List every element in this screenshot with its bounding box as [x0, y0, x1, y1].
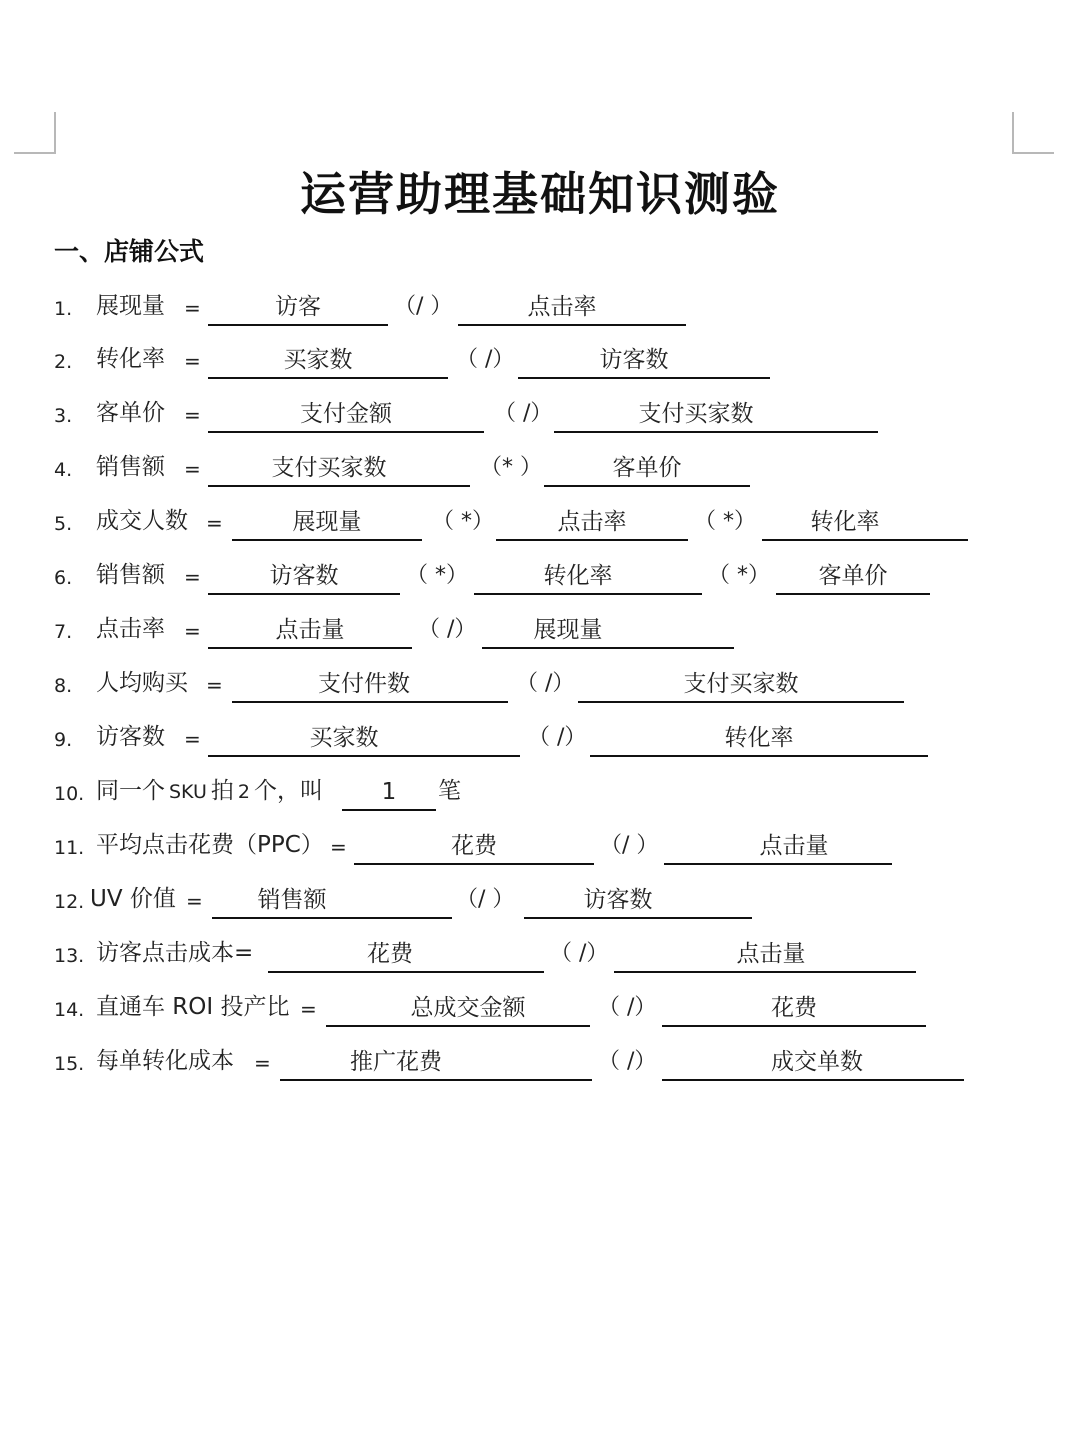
crop-mark-top-right: [1012, 112, 1054, 154]
operator: （ *）: [432, 509, 494, 534]
question-number: 14.: [54, 999, 85, 1021]
answer-blank[interactable]: [208, 290, 388, 326]
question-number: 7.: [54, 621, 73, 643]
question-label: UV 价值: [90, 886, 176, 912]
label-part: 2: [237, 781, 251, 803]
operator: （/ ）: [600, 833, 659, 858]
question-number: 13.: [54, 945, 85, 967]
answer-text: 花费: [451, 833, 497, 859]
label-part: 个，叫: [254, 778, 324, 804]
answer-text: 花费: [367, 941, 413, 967]
equals-sign: =: [184, 619, 201, 643]
question-row: [54, 1041, 1014, 1081]
question-row: [54, 339, 1014, 379]
operator: （ /）: [528, 725, 587, 750]
question-row: [54, 663, 1014, 703]
equals-sign: =: [300, 997, 317, 1021]
answer-blank[interactable]: [208, 343, 448, 379]
answer-blank[interactable]: [590, 721, 928, 757]
answer-blank[interactable]: [474, 559, 702, 595]
answer-text: 推广花费: [350, 1049, 442, 1075]
answer-text: 点击量: [736, 941, 806, 967]
equals-sign: =: [206, 673, 223, 697]
equals-sign: =: [184, 403, 201, 427]
answer-text: 支付买家数: [271, 455, 387, 481]
operator: （ /）: [550, 941, 609, 966]
operator: （/ ）: [394, 294, 453, 319]
answer-text: 销售额: [257, 887, 327, 913]
question-row: [54, 609, 1014, 649]
answer-text: 点击率: [557, 509, 627, 535]
answer-blank[interactable]: [326, 991, 590, 1027]
question-label: 人均购买: [96, 670, 188, 696]
answer-blank[interactable]: [280, 1045, 592, 1081]
question-label: 客单价: [96, 400, 165, 426]
answer-text: 买家数: [309, 725, 379, 751]
equals-sign: =: [206, 511, 223, 535]
equals-sign: =: [254, 1051, 271, 1075]
answer-text: 转化率: [543, 563, 613, 589]
question-label: 销售额: [96, 562, 165, 588]
question-label: 访客点击成本=: [96, 940, 254, 966]
question-number: 4.: [54, 459, 73, 481]
question-row: [54, 933, 1014, 973]
operator: （ /）: [598, 995, 657, 1020]
question-label: 访客数: [96, 724, 165, 750]
answer-text: 转化率: [810, 509, 880, 535]
operator: （ *）: [708, 563, 770, 588]
answer-blank[interactable]: [664, 829, 892, 865]
answer-blank[interactable]: [354, 829, 594, 865]
answer-text: 客单价: [818, 563, 888, 589]
question-number: 6.: [54, 567, 73, 589]
answer-blank[interactable]: [554, 397, 878, 433]
question-label: 转化率: [96, 346, 165, 372]
question-row: [54, 879, 1014, 919]
answer-blank[interactable]: [518, 343, 770, 379]
equals-sign: =: [184, 727, 201, 751]
answer-blank[interactable]: [524, 883, 752, 919]
answer-text: 支付买家数: [638, 401, 754, 427]
answer-text: 总成交金额: [410, 995, 526, 1021]
answer-blank[interactable]: [208, 451, 470, 487]
answer-text: 访客数: [599, 347, 669, 373]
answer-blank[interactable]: [208, 559, 400, 595]
question-row: [54, 555, 1014, 595]
label-part: 同一个: [96, 778, 165, 804]
operator: （ /）: [494, 401, 553, 426]
question-row: [54, 393, 1014, 433]
answer-blank[interactable]: [458, 290, 686, 326]
question-label: 平均点击花费（PPC）: [96, 832, 324, 858]
operator: （ /）: [598, 1049, 657, 1074]
answer-blank[interactable]: [776, 559, 930, 595]
answer-blank[interactable]: [614, 937, 916, 973]
answer-blank[interactable]: [208, 397, 484, 433]
answer-blank[interactable]: [482, 613, 734, 649]
page-title: 运营助理基础知识测验: [300, 167, 780, 221]
answer-text: 1: [381, 779, 397, 805]
question-row: [54, 825, 1014, 865]
answer-text: 点击量: [275, 617, 345, 643]
answer-text: 展现量: [533, 617, 603, 643]
answer-blank[interactable]: [496, 505, 688, 541]
answer-blank[interactable]: [208, 613, 412, 649]
answer-text: 支付金额: [300, 401, 392, 427]
operator: （ *）: [406, 563, 468, 588]
question-row: [54, 771, 1014, 811]
operator: （ /）: [418, 617, 477, 642]
label-part: 拍: [210, 778, 234, 804]
equals-sign: =: [330, 835, 347, 859]
answer-text: 支付件数: [318, 671, 410, 697]
question-label: 展现量: [96, 293, 165, 319]
question-label: 销售额: [96, 454, 165, 480]
operator: （ /）: [456, 347, 515, 372]
crop-mark-top-left: [14, 112, 56, 154]
question-number: 1.: [54, 298, 73, 320]
section-heading: 一、店铺公式: [54, 237, 205, 266]
question-number: 5.: [54, 513, 73, 535]
question-number: 2.: [54, 351, 73, 373]
question-row: [54, 987, 1014, 1027]
question-row: [54, 286, 1014, 326]
equals-sign: =: [184, 349, 201, 373]
answer-blank[interactable]: [662, 1045, 964, 1081]
operator: （/ ）: [456, 887, 515, 912]
answer-text: 买家数: [283, 347, 353, 373]
question-label: 成交人数: [96, 508, 188, 534]
answer-text: 访客: [275, 294, 321, 320]
answer-blank[interactable]: [268, 937, 544, 973]
answer-blank[interactable]: [232, 667, 508, 703]
operator: （ *）: [694, 509, 756, 534]
equals-sign: =: [184, 565, 201, 589]
label-part: SKU: [169, 781, 207, 803]
answer-text: 访客数: [269, 563, 339, 589]
answer-text: 点击量: [759, 833, 829, 859]
answer-text: 成交单数: [771, 1049, 863, 1075]
question-label: 点击率: [96, 616, 165, 642]
question-number: 11.: [54, 837, 85, 859]
answer-blank[interactable]: [232, 505, 422, 541]
operator: （ /）: [516, 671, 575, 696]
answer-blank[interactable]: [578, 667, 904, 703]
answer-text: 转化率: [724, 725, 794, 751]
answer-blank[interactable]: [762, 505, 968, 541]
question-number: 3.: [54, 405, 73, 427]
answer-text: 支付买家数: [683, 671, 799, 697]
answer-blank[interactable]: [544, 451, 750, 487]
question-row: [54, 501, 1014, 541]
answer-blank[interactable]: [342, 775, 436, 811]
question-label: 每单转化成本: [96, 1048, 234, 1074]
question-number: 8.: [54, 675, 73, 697]
answer-text: 展现量: [292, 509, 362, 535]
operator: （* ）: [480, 455, 542, 480]
answer-text: 访客数: [583, 887, 653, 913]
answer-blank[interactable]: [212, 883, 452, 919]
equals-sign: =: [186, 889, 203, 913]
question-number: 15.: [54, 1053, 85, 1075]
answer-blank[interactable]: [208, 721, 520, 757]
question-label: [96, 772, 323, 805]
question-number: 10.: [54, 783, 85, 805]
answer-text: 点击率: [527, 294, 597, 320]
question-label: 直通车 ROI 投产比: [96, 994, 290, 1020]
equals-sign: =: [184, 296, 201, 320]
question-number: 12.: [54, 891, 85, 913]
question-row: [54, 717, 1014, 757]
equals-sign: =: [184, 457, 201, 481]
suffix-text: 笔: [438, 778, 461, 804]
answer-blank[interactable]: [662, 991, 926, 1027]
question-number: 9.: [54, 729, 73, 751]
question-row: [54, 447, 1014, 487]
answer-text: 客单价: [612, 455, 682, 481]
answer-text: 花费: [771, 995, 817, 1021]
